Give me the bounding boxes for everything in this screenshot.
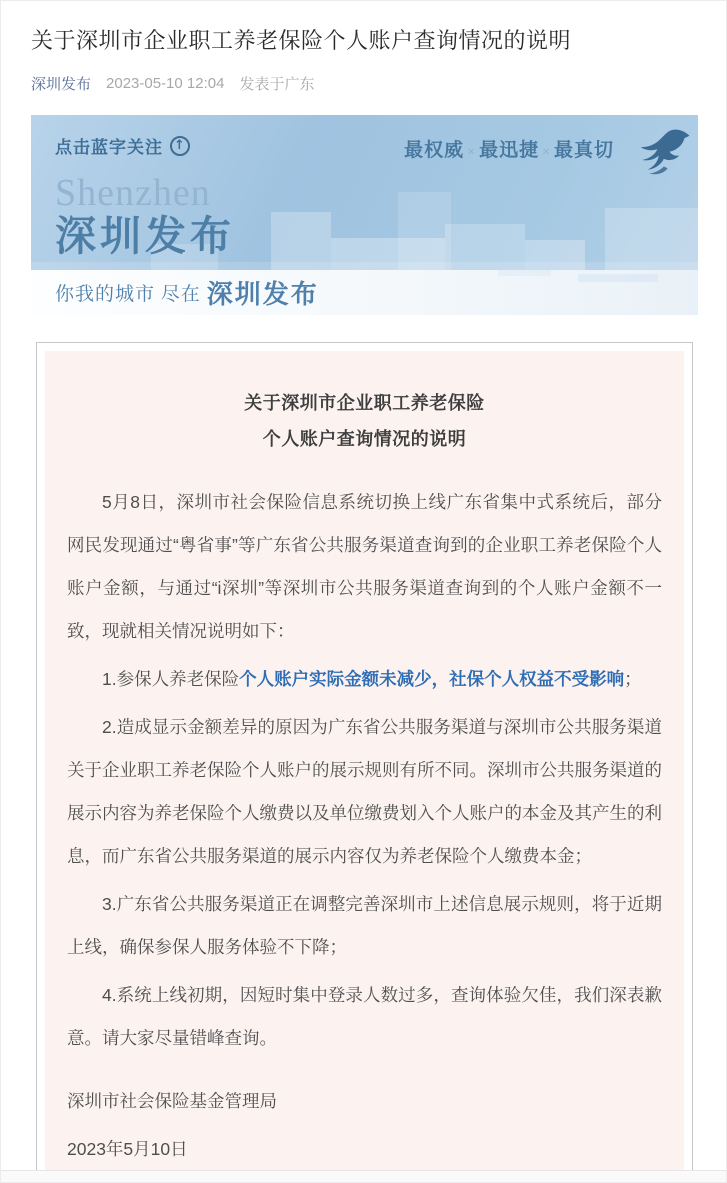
announcement-card xyxy=(36,342,693,1183)
strip-decor xyxy=(498,270,551,276)
banner-blue-area xyxy=(31,115,698,270)
publish-time: 2023-05-10 12:04 xyxy=(106,74,225,92)
announcement-card-body xyxy=(45,351,684,1183)
banner-brand-cn: 深圳发布 xyxy=(55,213,235,259)
follow-hint xyxy=(55,133,190,158)
paragraph-point3: 3.广东省公共服务渠道正在调整完善深圳市上述信息展示规则，将于近期上线，确保参保人服务体验不下降； xyxy=(67,894,662,957)
slogan-separator: × xyxy=(467,145,477,160)
slogan-part: 最权威 xyxy=(404,140,465,161)
announcement-title xyxy=(59,385,670,457)
banner-slogan xyxy=(404,135,614,162)
slogan-part: 最迅捷 xyxy=(479,140,540,161)
bottom-divider xyxy=(1,1170,726,1182)
skyline-decor xyxy=(398,192,451,270)
banner-tagline-strip xyxy=(31,270,698,315)
follow-arrow-icon: ↑ xyxy=(170,136,190,156)
slogan-separator: × xyxy=(542,145,551,160)
banner-image[interactable] xyxy=(31,115,698,315)
point1-highlight: 个人账户实际金额未减少，社保个人权益不受影响 xyxy=(239,669,625,689)
article-meta xyxy=(31,73,696,93)
point1-prefix: 1.参保人养老保险 xyxy=(102,669,240,689)
paragraph-point2: 2.造成显示金额差异的原因为广东省公共服务渠道与深圳市公共服务渠道关于企业职工养老保险个人账户的展示规则有所不同。深圳市公共服务渠道的展示内容为养老保险个人缴费以及单位缴费划入个人账户的本金及其产生的利息，而广东省公共服务渠道的展示内容仅为养老保险个人缴费本金； xyxy=(67,717,662,866)
paragraph-intro: 5月8日，深圳市社会保险信息系统切换上线广东省集中式系统后，部分网民发现通过“粤省事”等广东省公共服务渠道查询到的企业职工养老保险个人账户金额，与通过“i深圳”等深圳市公共服务渠道查询到的个人账户金额不一致，现就相关情况说明如下： xyxy=(67,492,662,641)
skyline-decor xyxy=(31,262,698,270)
publish-location: 发表于广东 xyxy=(239,75,315,93)
paragraph-point4: 4.系统上线初期，因短时集中登录人数过多，查询体验欠佳，我们深表歉意。请大家尽量错峰查询。 xyxy=(67,985,662,1048)
tagline-brand: 深圳发布 xyxy=(206,280,319,309)
article-header xyxy=(1,1,726,93)
paragraph-point1 xyxy=(59,658,670,701)
point1-suffix: ； xyxy=(624,669,642,689)
signature-org: 深圳市社会保险基金管理局 xyxy=(67,1091,277,1111)
tagline-prefix: 你我的城市 尽在 xyxy=(55,284,201,305)
announcement-title-line2: 个人账户查询情况的说明 xyxy=(262,429,467,449)
slogan-part: 最真切 xyxy=(553,140,614,161)
signature-date: 2023年5月10日 xyxy=(67,1139,188,1159)
strip-decor xyxy=(578,274,658,282)
announcement-title-line1: 关于深圳市企业职工养老保险 xyxy=(244,393,485,413)
banner-brand-en: Shenzhen xyxy=(55,172,211,214)
eagle-icon xyxy=(628,123,692,183)
author-link[interactable]: 深圳发布 xyxy=(31,75,92,93)
skyline-decor xyxy=(605,208,698,270)
follow-hint-label: 点击蓝字关注 xyxy=(55,138,163,157)
page-title: 关于深圳市企业职工养老保险个人账户查询情况的说明 xyxy=(31,28,572,53)
